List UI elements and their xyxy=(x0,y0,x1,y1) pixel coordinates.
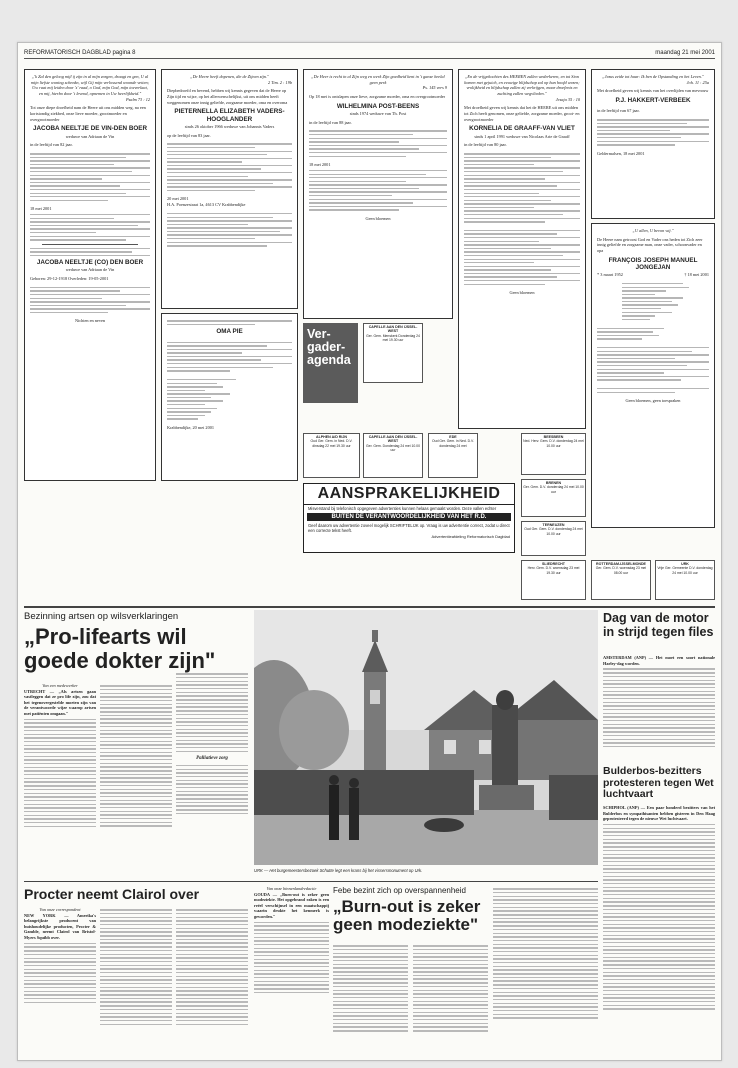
church-body: Ger. Gem. D.V. woensdag 23 mei 08.00 uur xyxy=(595,566,647,575)
article-column xyxy=(24,907,96,1057)
ad-date: 18 mei 2001 xyxy=(309,162,331,168)
article-column xyxy=(493,886,598,1056)
notice-title: AANSPRAKELIJKHEID xyxy=(304,484,514,505)
ad-born: * 3 maart 1952 xyxy=(597,272,623,278)
article-byline: Van een medewerker xyxy=(42,683,78,688)
ad-sub-2: weduwe van Adriaan de Vin xyxy=(65,267,115,273)
ad-verse: „'k Zal den geloog mijl ij zijn in al mijn zorgen, draagt en gen, U al mijn liefste woning schenkn, wijl Gij mijn verlossend woonde vetten; Uw raat mij leiden door 's' raad, o God, mijn God, mijn toeverlaat, en mij, hierbo door 't levend, opnemen in Uw heerlijkheid." xyxy=(30,74,150,97)
ad-intro: Met droefheid geven wij kennis dat het de HEERE uit ons midden tot Zich heeft genomen, onze geliefde, zorgzame moeder, groot- en overgrootmoeder xyxy=(464,105,580,122)
masthead-right: maandag 21 mei 2001 xyxy=(655,49,715,56)
masthead xyxy=(24,47,715,59)
ad-date: 18 mei 2001 xyxy=(30,206,52,212)
article-lead: UTRECHT — „Als artsen gaan vastleggen dat ze pro life zijn, zou dat het tegenovergestelde moeten zijn van de verantwoorde wijze waarop artsen met patiënten omgaan." xyxy=(24,688,96,716)
article-byline: Van onze correspondent xyxy=(39,907,81,912)
church-title: ROTTERDAM-IJSSELMONDE xyxy=(596,562,646,566)
ad-ref: Ps. 145 vers 9 xyxy=(422,85,447,91)
church-title: CAPELLE AAN DEN IJSSEL-WEST xyxy=(368,435,418,444)
ad-footer: Nichten en neven xyxy=(74,318,106,324)
church-body: Ned. Herv. Gem. D.V. donderdag 24 mei 10.00 uur xyxy=(523,439,584,448)
article-headline: „Burn-out is zeker geen modeziekte" xyxy=(333,897,481,935)
church-box xyxy=(655,560,715,600)
article-column xyxy=(603,655,715,763)
church-box xyxy=(521,479,586,517)
church-box xyxy=(521,433,586,475)
ad-footer: Geen bloemen xyxy=(365,215,391,221)
ad-de-graaff xyxy=(458,69,586,429)
ad-ref: 2 Tim. 2 : 19b xyxy=(268,79,292,85)
article-lead: GOUDA — „Burn-out is zeker geen modeziekte. Het opgebrand raken is een reëel verschijnsel in een maatschappij waarin drukte het kenmerk is geworden." xyxy=(254,891,329,919)
article-lead: NEW YORK — Amerika's belangrijkste producent van huishoudelijke producten, Procter & Gamble, neemt Clairol van Bristol-Myers Squibb over. xyxy=(24,912,96,940)
ad-intro: Diepbedroefd en bevend, hebben wij kennis gegeven dat de Heere op Zijn tijd en wijze, op het allerwenschelijkst, uit ons midden heeft weggenomen onze innig geliefde, zorgzame moeder, oma en overoma xyxy=(167,88,288,105)
article-headline: „Pro-lifearts wil goede dokter zijn" xyxy=(24,624,216,673)
ad-age: in de leeftijd van 67 jaar. xyxy=(597,108,640,114)
church-box xyxy=(363,433,423,478)
church-body: Ger. Gem. Menskerk Donderdag 24 mei 19.30 uur xyxy=(366,333,420,343)
ad-name: KORNELIA DE GRAAFF-VAN VLIET xyxy=(469,125,575,133)
church-title: CAPELLE AAN DEN IJSSEL-WEST xyxy=(368,325,418,334)
ad-hakkert xyxy=(591,69,715,219)
church-title: TERNEUZEN xyxy=(542,523,565,527)
ad-footer: Geen bloemen, geen toespraken xyxy=(625,398,681,404)
article-headline-2: Bulderbos-bezitters protesteren tegen Wet luchtvaart xyxy=(603,765,714,801)
article-column xyxy=(603,805,715,1055)
ad-sub: sinds 1974 weduwe van Th. Post xyxy=(349,110,407,116)
article-lead-2: SCHIPHOL (ANP) — Een paar honderd bezitters van het Bulderbos en sympathisanten hebben gisteren in Den Haag geprotesteerd tegen de nieuwe Wet luchtvaart. xyxy=(603,805,715,822)
ad-age: in de leeftijd van 82 jaar. xyxy=(30,142,73,148)
ad-name-2: JACOBA NEELTJE (CO) DEN BOER xyxy=(36,259,144,267)
ad-verse: „De Heer is recht in al Zijn weg en werk Zijn goedheid kent in 't ganse heelal geen perk xyxy=(311,74,445,85)
ad-name: WILHELMINA POST-BEENS xyxy=(336,102,420,110)
church-box xyxy=(428,433,478,478)
article-lead: AMSTERDAM (ANP) — Het moet een soort nationale Harley-dag worden. xyxy=(603,655,715,666)
ad-post-beens xyxy=(303,69,453,319)
church-title: BEESBEEN xyxy=(543,435,564,439)
church-body: Oud Ger. Gem. D.V. donderdag 24 mei 10.00 uur xyxy=(524,527,583,536)
notice-banner: BUITEN DE VERANTWOORDELIJKHEID VAN HET R.D. xyxy=(307,513,511,521)
ad-verse: „Jezus zeide tot haar: Ik ben de Opstanding en het Leven." xyxy=(602,74,704,79)
article-kicker: Bezinning artsen op wilsverklaringen xyxy=(24,611,179,622)
ad-verse: „En de vrijgekochten des HEEREN zullen wederkeren, en tot Sion komen met gejuich, en eeuwige blijdschap zal op hun hoofd wezen; vrolijkheid en blijdschap zullen zij verkrijgen, maar droefenis en zuchting zullen wegvlieden." xyxy=(464,74,580,97)
church-body: Oud Ger. Gem. in Ned. D.V. donderdag 24 mei xyxy=(432,439,474,448)
article-column xyxy=(24,683,96,893)
ad-name: PIETERNELLA ELIZABETH VADERS-HOOGLANDER xyxy=(174,108,285,123)
church-title: URK xyxy=(681,562,689,566)
ad-oma-pie xyxy=(161,313,298,481)
church-title: BRENEN xyxy=(545,481,562,485)
article-column xyxy=(333,943,408,1056)
ad-verse: „U allen, U bevon wij." xyxy=(632,228,674,233)
newspaper-page xyxy=(17,42,722,1061)
church-body: Ger. Gem. D.V. donderdag 24 mei 10.00 uur xyxy=(523,485,584,494)
church-title: ALPHEN A/D RIJN xyxy=(315,435,347,439)
ad-intro: Met droefheid geven wij kennis van het overlijden van mevrouw xyxy=(597,88,709,94)
article-byline: Van onze binnenlandredactie xyxy=(266,886,317,891)
article-kicker: Febe bezint zich op overspannenheid xyxy=(333,886,466,895)
aansprakelijkheid-notice xyxy=(303,483,515,553)
news-photo xyxy=(254,610,598,865)
ad-sub: sinds 26 oktober 1966 weduwe van Johannis Vaders xyxy=(184,123,275,129)
ad-died: † 18 mei 2001 xyxy=(684,272,709,278)
ad-name: P.J. HAKKERT-VERBEEK xyxy=(615,97,691,105)
ad-age: in de leeftijd van 80 jaar. xyxy=(464,142,507,148)
photo-image xyxy=(254,610,598,865)
ad-jongejan xyxy=(591,223,715,528)
ad-born: Geboren: 29-12-1918 Overleden: 19-05-2001 xyxy=(30,275,109,281)
church-body: Oud Ger. Gem. in Ned. D.V. dinsdag 22 mei 19.30 uur xyxy=(310,439,353,448)
ad-name: FRANÇOIS JOSEPH MANUEL JONGEJAN xyxy=(608,256,698,271)
ad-footer: Geen bloemen xyxy=(509,290,535,296)
article-column xyxy=(176,907,248,1057)
church-title: SLIEDRECHT xyxy=(542,562,565,566)
ad-intro: De Heere nam getroost God en Vader ons heden tot Zich zeer innig geliefde en zorgzame man, onze vader, schoonvader en opa xyxy=(597,236,703,254)
ad-address: H.A. Poenzestraat 1a, 4613 CV Krabbendijke xyxy=(167,202,246,208)
church-box xyxy=(303,433,360,478)
church-box xyxy=(521,560,586,600)
church-title: EDE xyxy=(449,435,457,439)
photo-caption: URK — Het burgemeestersbezoek Schutte legt een krans bij het vissersmonument op Urk. xyxy=(254,868,423,873)
ad-age: in de leeftijd van 88 jaar. xyxy=(309,119,352,125)
church-box xyxy=(363,323,423,383)
vergader-agenda-promo xyxy=(303,323,358,403)
church-body: Herv. Gem. D.V. woensdag 23 mei 19.30 uur xyxy=(527,566,580,575)
church-box xyxy=(521,521,586,556)
notice-line-1: Misverstand bij telefonisch opgegeven advertenties kunnen helaas gemaakt worden. Deze vallen echter xyxy=(308,506,497,511)
church-body: Ger. Gem. Donderdag 24 mei 10.00 uur xyxy=(366,443,420,453)
article-headline: Dag van de motor in strijd tegen files xyxy=(603,611,714,639)
notice-line-2: Geef daarom uw advertentie zoveel mogelijk SCHRIFTELIJK op. Vraag is uw advertentie correct, zodat u direct een correcte tekst heeft. xyxy=(308,523,510,533)
ad-vaders xyxy=(161,69,298,309)
article-headline: Procter neemt Clairol over xyxy=(24,886,200,902)
church-box xyxy=(591,560,651,600)
article-subhead: Palliatieve zorg xyxy=(196,756,228,762)
ad-date: Geldermalsen, 18 mei 2001 xyxy=(597,150,645,156)
ad-ref: Joh. 11 : 25a xyxy=(686,79,709,85)
notice-footer: Advertentieafdeling Reformatorisch Dagblad xyxy=(431,534,510,539)
ad-name-2: OMA PIE xyxy=(216,328,243,336)
masthead-left: REFORMATORISCH DAGBLAD pagina 8 xyxy=(24,49,136,56)
church-body: Vrije Ger. Gemeente D.V. donderdag 24 mei 10.00 uur xyxy=(657,566,713,575)
ad-age: op de leeftijd van 83 jaar. xyxy=(167,132,211,138)
article-column xyxy=(176,671,248,893)
ad-intro: Op 18 mei is ontslapen onze lieve, zorgzame moeder, oma en overgrootmoeder xyxy=(309,94,446,100)
article-column xyxy=(100,907,172,1057)
promo-line-1: Ver- xyxy=(307,327,331,341)
ad-footer: Krabbendijke, 20 mei 2001 xyxy=(167,424,215,430)
article-column xyxy=(413,943,488,1056)
ad-date: 20 mei 2001 xyxy=(167,196,189,202)
ad-verse: „De Heere heeft dopenen, die de Zijnen zijn." xyxy=(190,74,269,79)
ad-ref: Psalm 73 : 12 xyxy=(126,96,150,102)
article-column xyxy=(254,886,329,1056)
ad-sub: weduwe van Adriaan de Vin xyxy=(65,133,115,139)
ad-ref: Jesaja 35 : 10 xyxy=(555,96,580,102)
ad-sub: sinds 1 april 1991 weduwe van Nicolaas Arie de Graaff xyxy=(474,133,570,139)
promo-line-2: gader- xyxy=(307,339,346,354)
ad-de-vin xyxy=(24,69,156,481)
article-column xyxy=(100,683,172,893)
ad-name: JACOBA NEELTJE DE VIN-DEN BOER xyxy=(32,125,148,133)
promo-line-3: agenda xyxy=(307,352,351,367)
ad-intro: Tot onze diepe droefheid nam de Heere uit ons midden weg, na een kortstondig ziekbed, onze lieve moeder, grootmoeder en overgrootmoeder xyxy=(30,105,146,122)
